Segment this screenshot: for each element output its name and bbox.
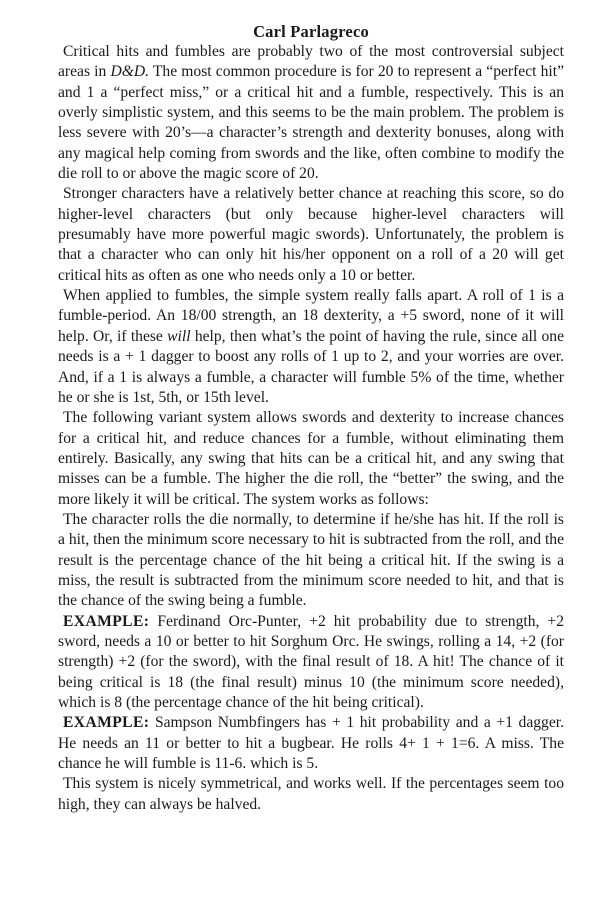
example-heading: EXAMPLE: [63, 612, 150, 630]
paragraph-text: This system is nicely symmetrical, and works well. If the percentages seem too high, they can always be halved. [58, 775, 564, 813]
article-paragraph [58, 510, 564, 612]
paragraph-text: Ferdinand Orc-Punter, +2 hit probability due to strength, +2 sword, needs a 10 or better to hit Sorghum Orc. He swings, rolling a 14, +2 (for strength) +2 (for the sword), with the final result of 18. A hit! The chance of it being critical is 18 (the final result) minus 10 (the minimum score needed), which is 8 (the percentage chance of the hit being critical). [58, 612, 564, 711]
article-paragraph [58, 408, 564, 510]
article-paragraph [58, 42, 564, 184]
italic-text: D&D. [110, 63, 150, 81]
paragraph-text: When applied to fumbles, the simple system really falls apart. A roll of 1 is a fumble-period. An 18/00 strength, an 18 dexterity, a +5 sword, none of it will help. Or, if these [58, 287, 564, 345]
paragraph-text: The following variant system allows swords and dexterity to increase chances for a critical hit, and reduce chances for a fumble, without eliminating them entirely. Basically, any swing that hits can be a critical hit, and any swing that misses can be a fumble. The higher the die roll, the “better” the swing, and the more likely it will be critical. The system works as follows: [58, 409, 564, 508]
article-author: Carl Parlagreco [253, 22, 369, 41]
article-paragraph [58, 286, 564, 408]
paragraph-text: Stronger characters have a relatively better chance at reaching this score, so do higher-level characters (but only because higher-level characters will presumably have more powerful magic swords). Unfortunately, the problem is that a character who can only hit his/her opponent on a roll of a 20 will get critical hits as often as one who needs only a 10 or better. [58, 185, 564, 284]
article-paragraph [58, 184, 564, 286]
article-paragraph [58, 612, 564, 714]
paragraph-text: help, then what’s the point of having the rule, since all one needs is a + 1 dagger to boost any rolls of 1 up to 2, and your worries are over. And, if a 1 is always a fumble, a character will fumble 5% of the time, whether he or she is 1st, 5th, or 15th level. [58, 327, 564, 406]
paragraph-text: Critical hits and fumbles are probably two of the most controversial subject areas in [58, 43, 564, 81]
article-body [58, 42, 564, 815]
paragraph-text: The most common procedure is for 20 to represent a “perfect hit” and 1 a “perfect miss,” or a critical hit and a fumble, respectively. This is an overly simplistic system, and this seems to be the main problem. The problem is less severe with 20’s—a character’s strength and dexterity bonuses, along with any magical help coming from swords and the like, often combine to modify the die roll to or above the magic score of 20. [58, 63, 565, 183]
paragraph-text: Sampson Numbfingers has + 1 hit probability and a +1 dagger. He needs an 11 or better to hit a bugbear. He rolls 4+ 1 + 1=6. A miss. The chance he will fumble is 11-6. which is 5. [58, 714, 564, 773]
paragraph-text: The character rolls the die normally, to determine if he/she has hit. If the roll is a hit, then the minimum score necessary to hit is subtracted from the roll, and the result is the percentage chance of the hit being a critical hit. If the swing is a miss, the result is subtracted from the minimum score needed to hit, and that is the chance of the swing being a fumble. [58, 510, 564, 610]
article-paragraph [58, 774, 564, 815]
article-paragraph [58, 713, 564, 774]
italic-text: will [167, 327, 191, 345]
example-heading: EXAMPLE: [63, 714, 150, 732]
